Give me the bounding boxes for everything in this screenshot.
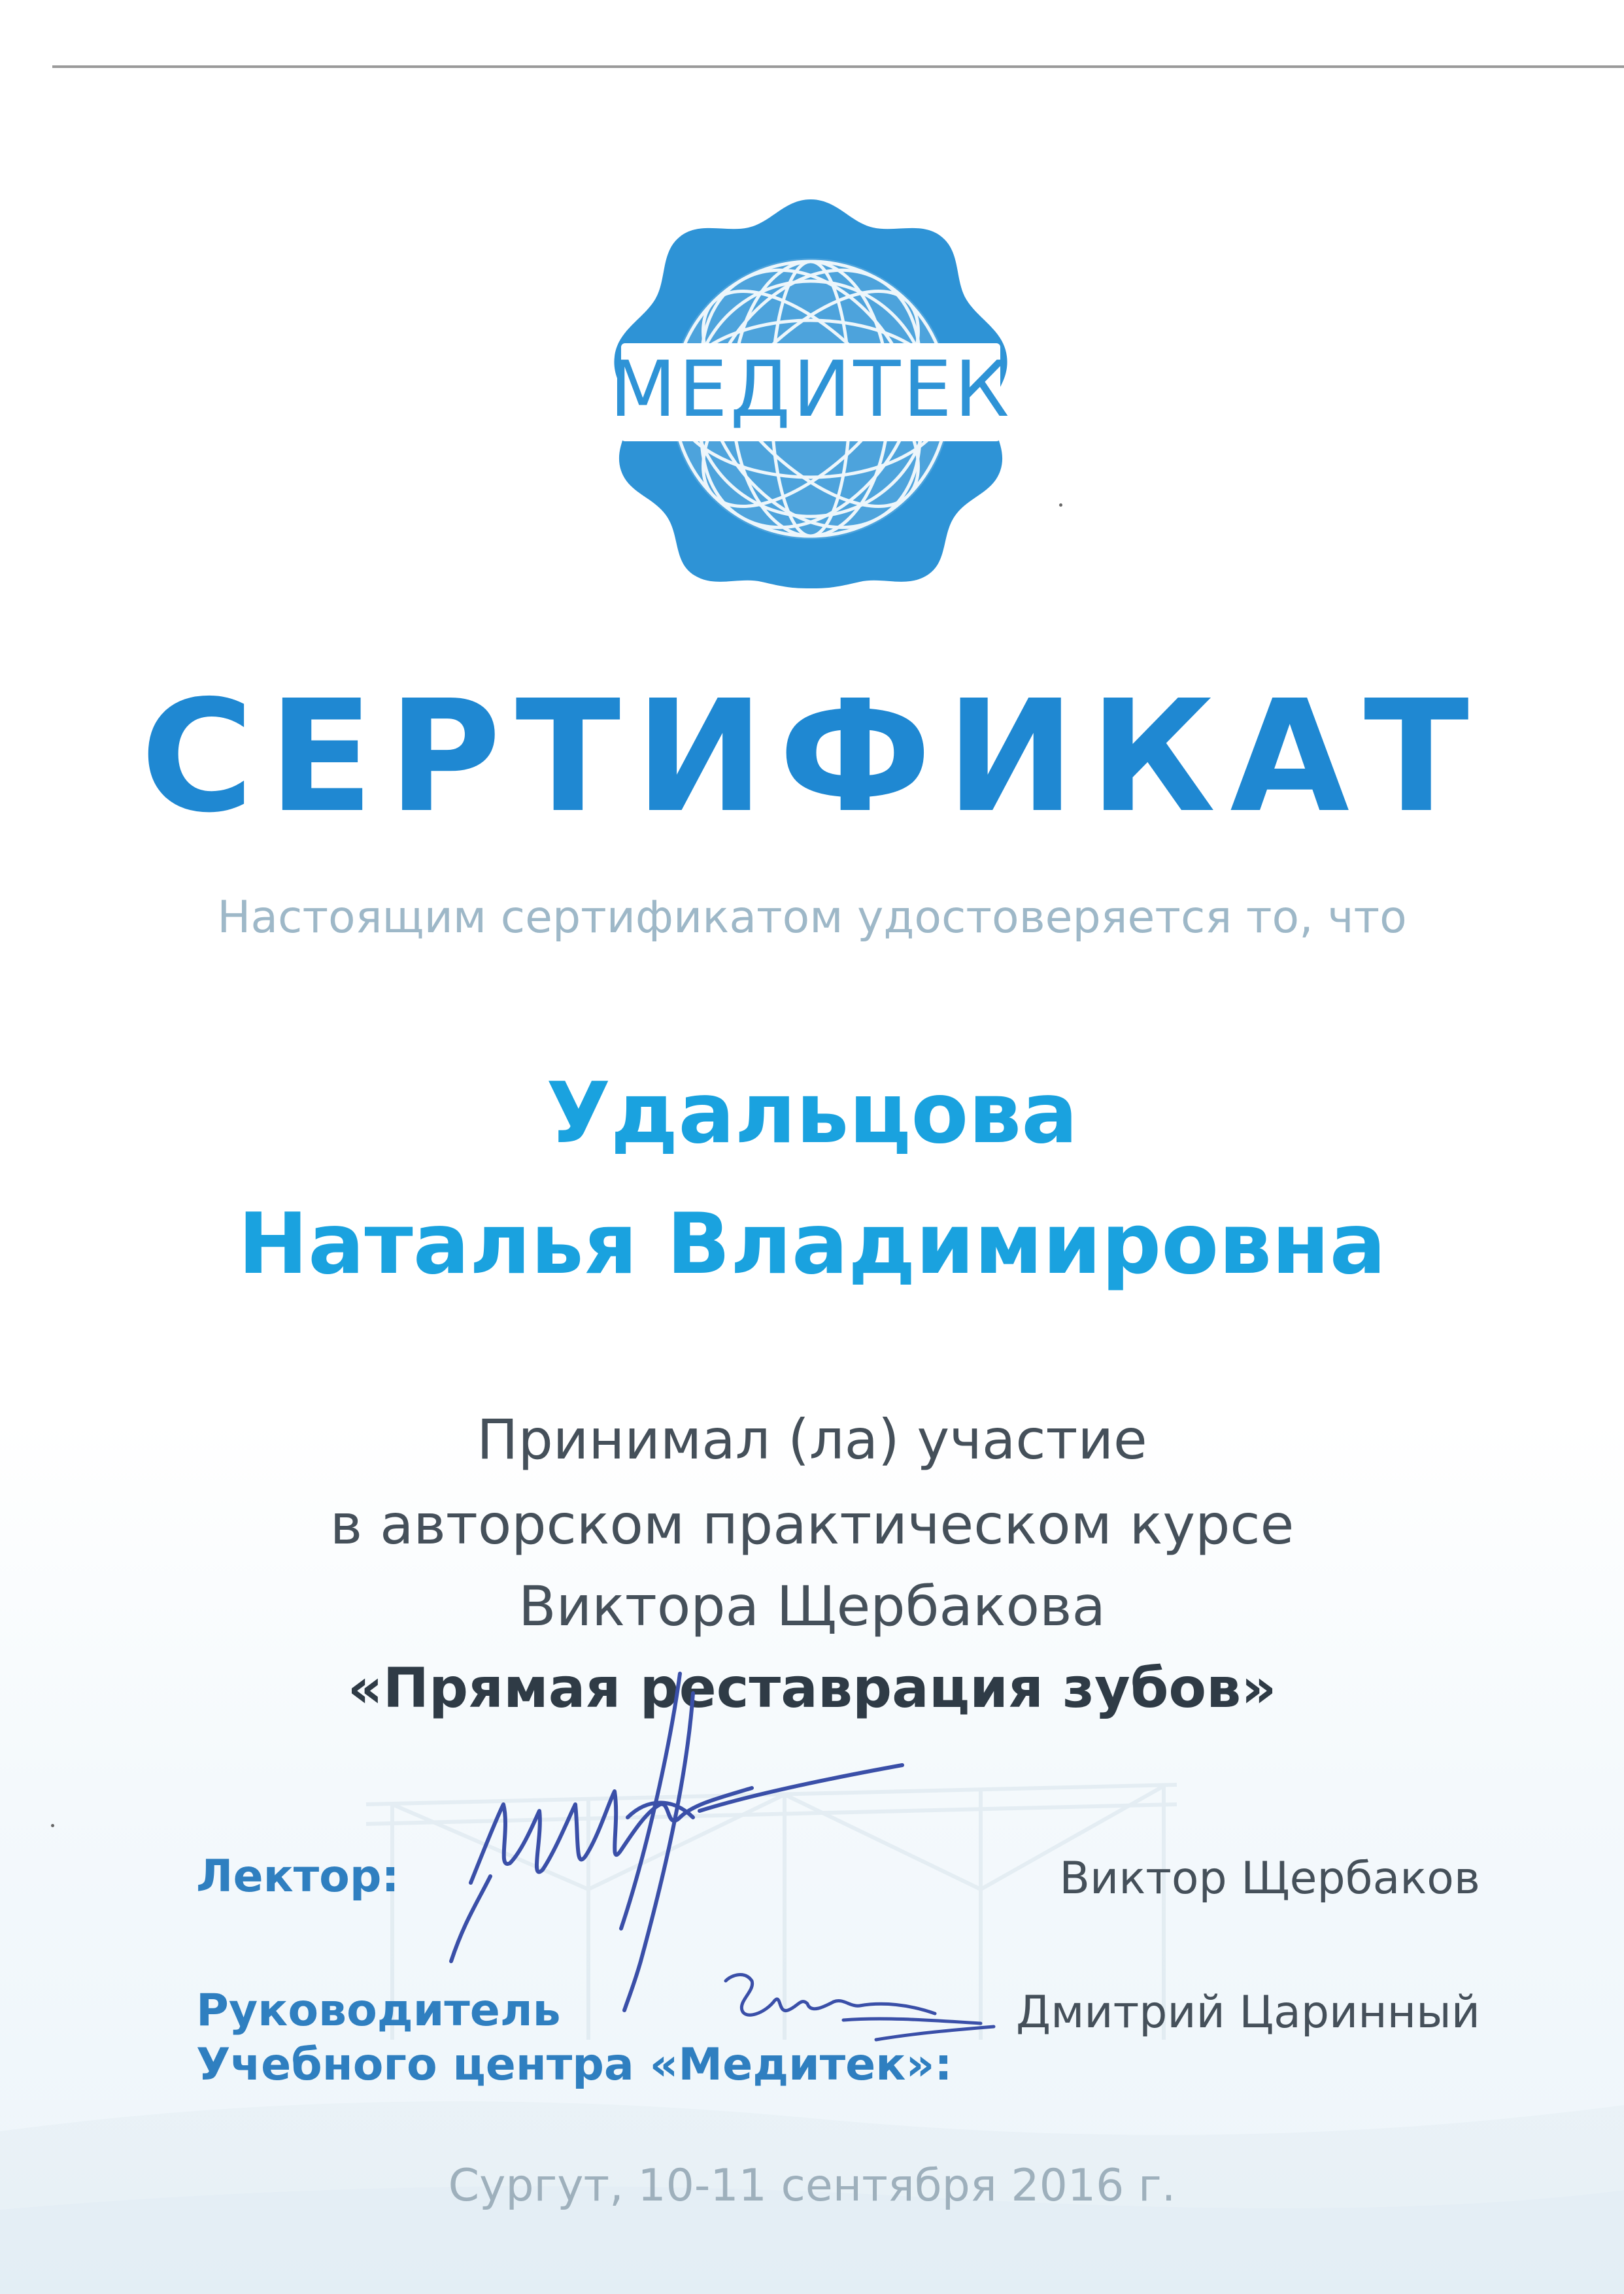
place-and-date: Сургут, 10-11 сентября 2016 г.: [448, 2160, 1176, 2212]
course-title: «Прямая реставрация зубов»: [347, 1656, 1277, 1720]
course-type-text: в авторском практическом курсе: [330, 1493, 1294, 1557]
head-label-line2: Учебного центра «Медитек»:: [196, 2038, 953, 2091]
logo-wordmark: МЕДИТЕК: [609, 344, 1012, 434]
recipient-given-names: Наталья Владимировна: [238, 1196, 1386, 1293]
lector-label: Лектор:: [196, 1851, 399, 1902]
certificate-subtitle: Настоящим сертификатом удостоверяется то, что: [217, 892, 1407, 943]
scan-speck: [1059, 503, 1062, 507]
head-label-line1: Руководитель: [196, 1985, 561, 2036]
head-label: [196, 1984, 953, 2093]
lector-name: Виктор Щербаков: [1059, 1853, 1480, 1904]
course-author-text: Виктора Щербакова: [518, 1574, 1106, 1638]
recipient-surname: Удальцова: [546, 1065, 1078, 1162]
certificate-title: СЕРТИФИКАТ: [141, 667, 1483, 847]
participation-text: Принимал (ла) участие: [477, 1408, 1147, 1472]
scan-edge-line: [52, 65, 1624, 68]
head-name: Дмитрий Царинный: [1015, 1987, 1480, 2038]
